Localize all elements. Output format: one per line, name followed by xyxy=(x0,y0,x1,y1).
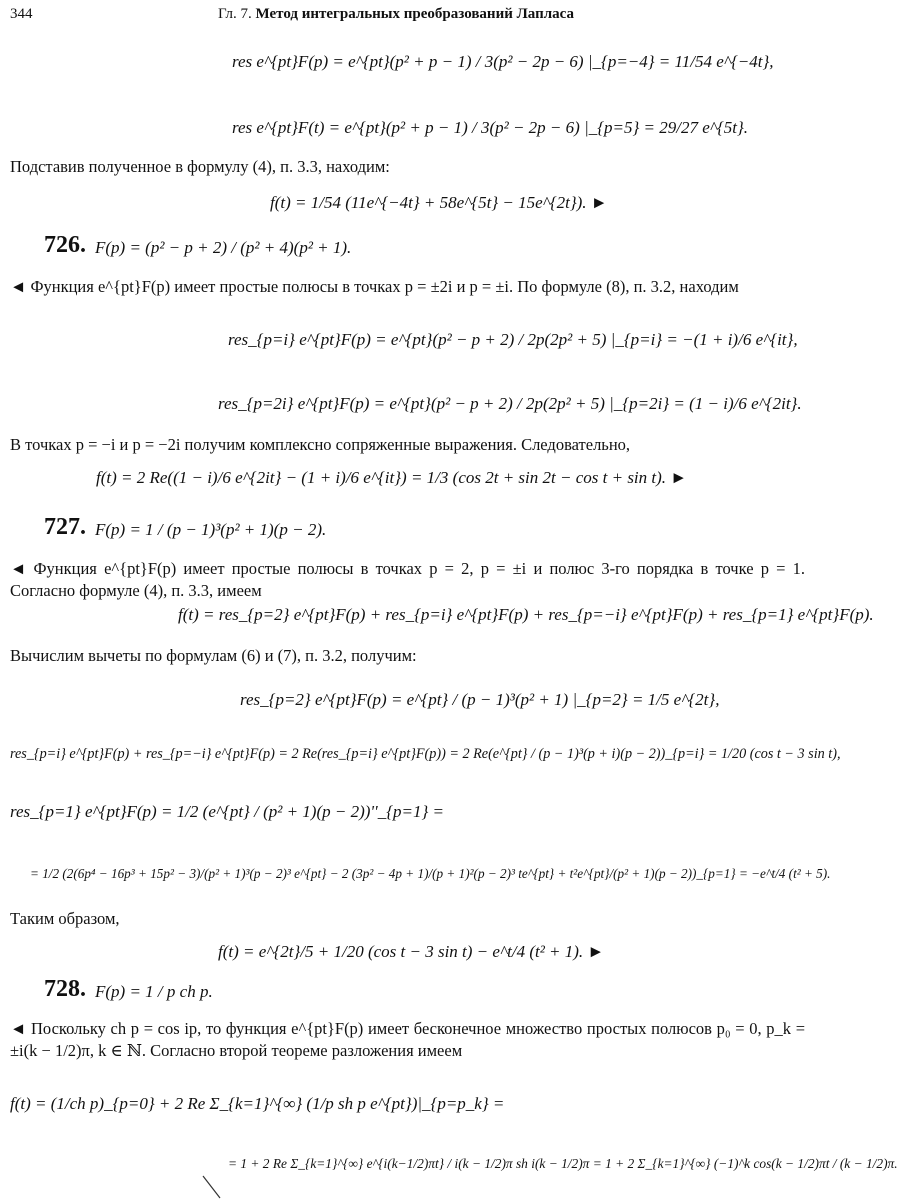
formula-726-res-2i: res_{p=2i} e^{pt}F(p) = e^{pt}(p² − p + 2) / 2p(2p² + 5) |_{p=2i} = (1 − i)/6 e^{2it}. xyxy=(218,394,802,413)
problem-727-text2: Вычислим вычеты по формулам (6) и (7), п. 3.2, получим: xyxy=(10,646,417,665)
formula-res-p-minus4: res e^{pt}F(p) = e^{pt}(p² + p − 1) / 3(p² − 2p − 6) |_{p=−4} = 11/54 e^{−4t}, xyxy=(232,52,774,71)
problem-726-text2: В точках p = −i и p = −2i получим комплексно сопряженные выражения. Следовательно, xyxy=(10,435,631,454)
formula-728-f2: = 1 + 2 Re Σ_{k=1}^{∞} e^{i(k−1/2)πt} / i(k − 1/2)π sh i(k − 1/2)π = 1 + 2 Σ_{k=1}^{∞} (−1)^k cos(k − 1/2)πt / (k − 1/2)π. xyxy=(228,1156,898,1171)
problem-727-number: 727. xyxy=(44,514,86,540)
problem-727-thus: Таким образом, xyxy=(10,909,120,928)
formula-726-res-i: res_{p=i} e^{pt}F(p) = e^{pt}(p² − p + 2) / 2p(2p² + 5) |_{p=i} = −(1 + i)/6 e^{it}, xyxy=(228,330,798,349)
formula-726-result: f(t) = 2 Re((1 − i)/6 e^{2it} − (1 + i)/6 e^{it}) = 1/3 (cos 2t + sin 2t − cos t + sin t). ► xyxy=(96,468,688,487)
problem-728-text1: ◄ Поскольку ch p = cos ip, то функция e^{pt}F(p) имеет бесконечное множество простых полюсов p₀ = 0, p_k = ±i(k − 1/2)π, k ∈ ℕ. Согласно второй теореме разложения имеем xyxy=(10,1019,806,1060)
problem-728-statement: F(p) = 1 / p ch p. xyxy=(95,982,213,1001)
stray-pen-mark xyxy=(200,1174,224,1200)
formula-727-res-i: res_{p=i} e^{pt}F(p) + res_{p=−i} e^{pt}F(p) = 2 Re(res_{p=i} e^{pt}F(p)) = 2 Re(e^{pt} / (p − 1)³(p + i)(p − 2))_{p=i} = 1/20 (cos t − 3 sin t), xyxy=(10,746,841,762)
problem-726-text1: ◄ Функция e^{pt}F(p) имеет простые полюсы в точках p = ±2i и p = ±i. По формуле (8), п. 3.2, находим xyxy=(10,277,739,296)
problem-727-text1: ◄ Функция e^{pt}F(p) имеет простые полюсы в точках p = 2, p = ±i и полюс 3-го порядка в точке p = 1. Согласно формуле (4), п. 3.3, имеем xyxy=(10,559,805,600)
problem-726-statement: F(p) = (p² − p + 2) / (p² + 4)(p² + 1). xyxy=(95,238,352,257)
problem-727-statement: F(p) = 1 / (p − 1)³(p² + 1)(p − 2). xyxy=(95,520,327,539)
formula-728-f1: f(t) = (1/ch p)_{p=0} + 2 Re Σ_{k=1}^{∞} (1/p sh p e^{pt})|_{p=p_k} = xyxy=(10,1094,505,1113)
problem-728-number: 728. xyxy=(44,976,86,1002)
formula-727-result: f(t) = e^{2t}/5 + 1/20 (cos t − 3 sin t) − e^t/4 (t² + 1). ► xyxy=(218,942,605,961)
chapter-header xyxy=(218,6,574,23)
formula-727-sum: f(t) = res_{p=2} e^{pt}F(p) + res_{p=i} e^{pt}F(p) + res_{p=−i} e^{pt}F(p) + res_{p=1} e^{pt}F(p). xyxy=(178,605,874,624)
chapter-label: Гл. 7. xyxy=(218,6,252,22)
paragraph-substitute: Подставив полученное в формулу (4), п. 3.3, находим: xyxy=(10,157,390,176)
chapter-title: Метод интегральных преобразований Лапласа xyxy=(255,6,574,22)
problem-726-number: 726. xyxy=(44,232,86,258)
formula-result-725: f(t) = 1/54 (11e^{−4t} + 58e^{5t} − 15e^{2t}). ► xyxy=(270,193,608,212)
page-number: 344 xyxy=(10,6,33,22)
formula-727-res-2: res_{p=2} e^{pt}F(p) = e^{pt} / (p − 1)³(p² + 1) |_{p=2} = 1/5 e^{2t}, xyxy=(240,690,720,709)
formula-727-res-1a: res_{p=1} e^{pt}F(p) = 1/2 (e^{pt} / (p² + 1)(p − 2))''_{p=1} = xyxy=(10,802,444,821)
formula-res-p5: res e^{pt}F(t) = e^{pt}(p² + p − 1) / 3(p² − 2p − 6) |_{p=5} = 29/27 e^{5t}. xyxy=(232,118,749,137)
formula-727-res-1b: = 1/2 (2(6p⁴ − 16p³ + 15p² − 3)/(p² + 1)³(p − 2)³ e^{pt} − 2 (3p² − 4p + 1)/(p + 1)²(p − 2)³ te^{pt} + t²e^{pt}/(p² + 1)(p − 2))_{p=1} = −e^t/4 (t² + 5). xyxy=(30,866,831,881)
